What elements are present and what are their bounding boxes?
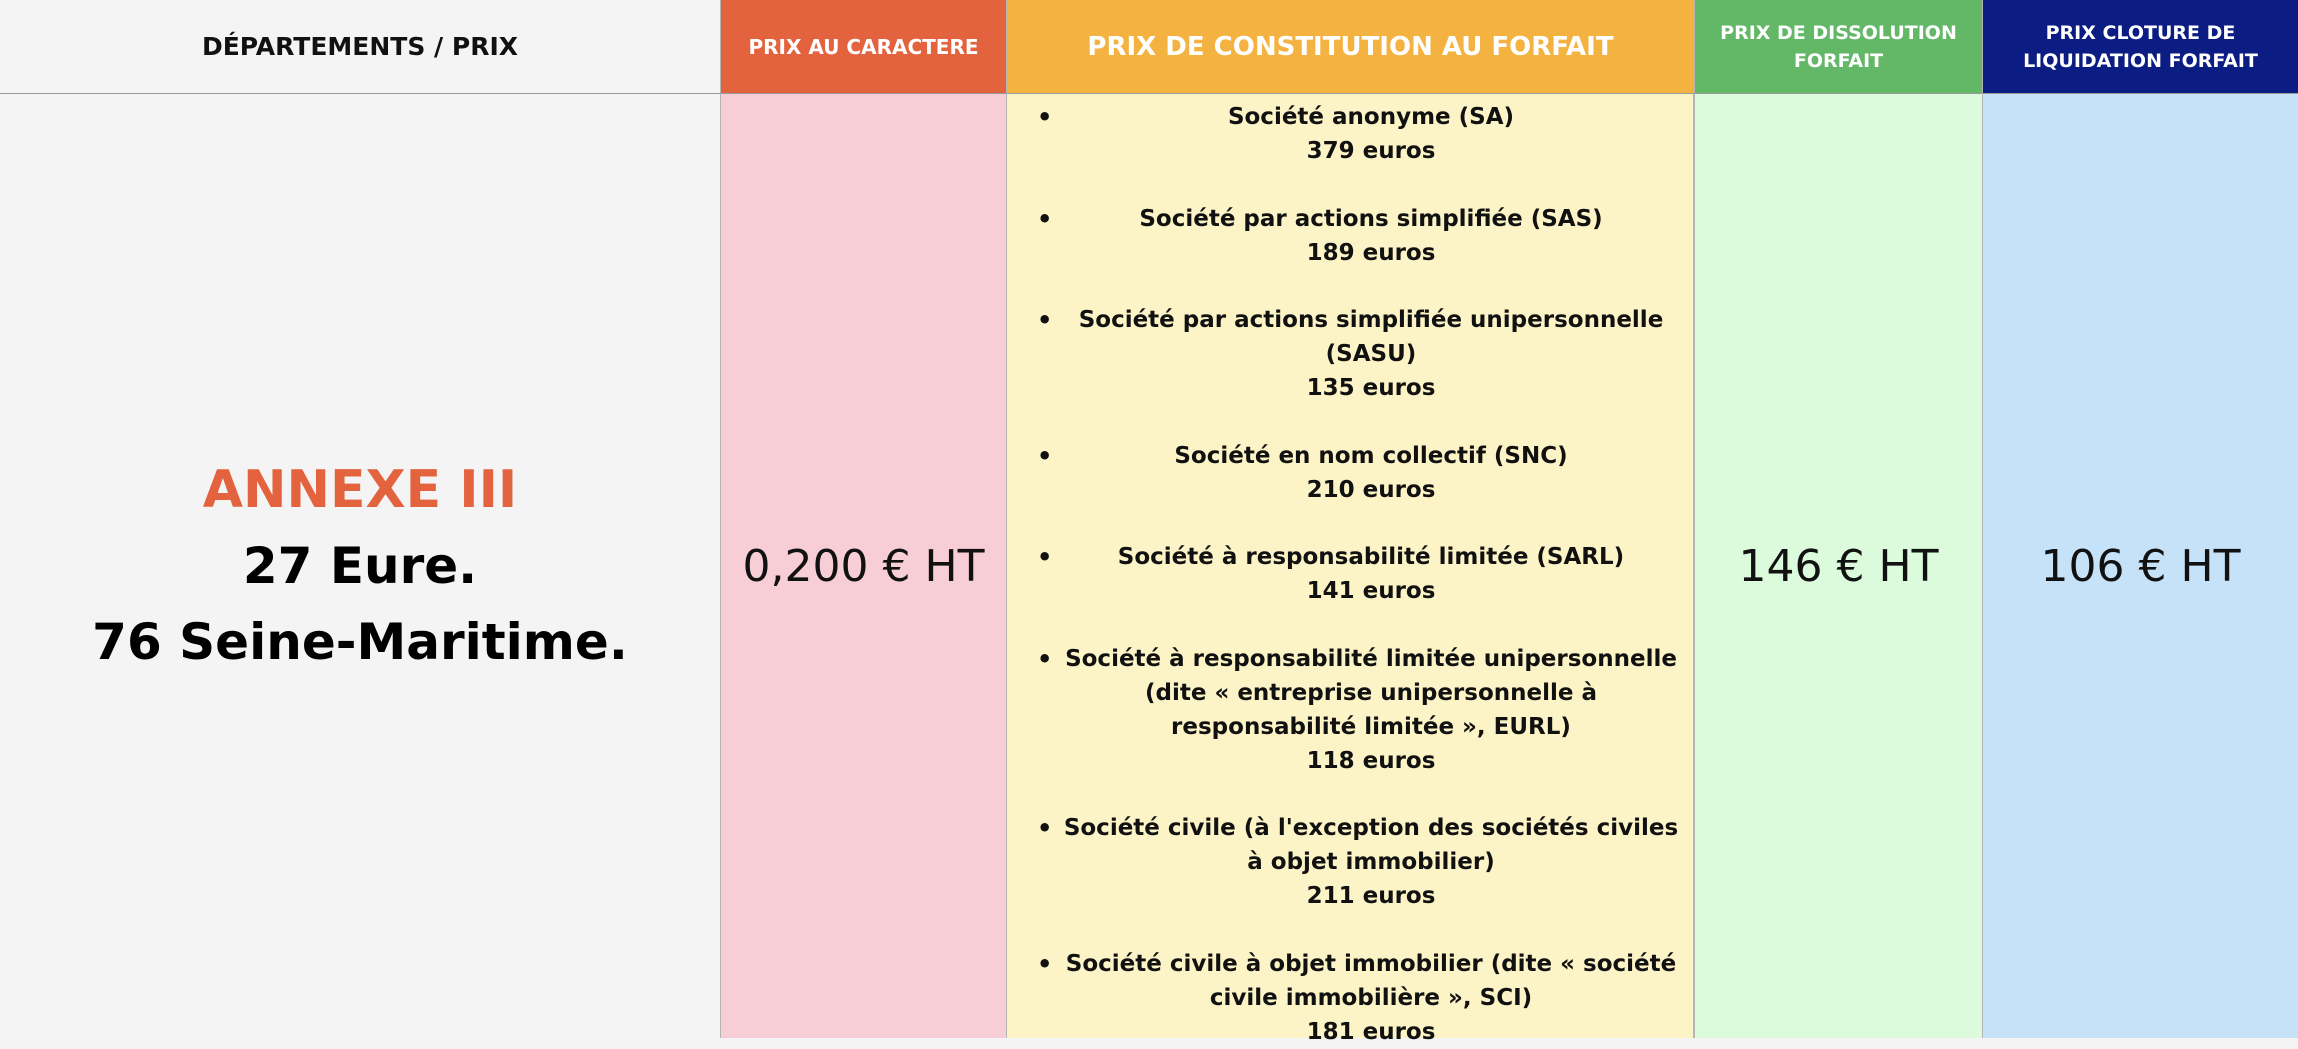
- list-item: [1055, 202, 1687, 270]
- list-item: [1055, 811, 1687, 913]
- constitution-cell: [1006, 94, 1694, 1045]
- company-price: 135 euros: [1306, 375, 1436, 401]
- company-price: 118 euros: [1306, 747, 1436, 774]
- company-type: • Société civile à objet immobilier (dite « société civile immobilière », SCI): [1065, 950, 1677, 1011]
- header-prix-dissolution: PRIX DE DISSOLUTION FORFAIT: [1694, 0, 1982, 94]
- company-type: • Société à responsabilité limitée unipersonnelle (dite « entreprise unipersonnelle à responsabilité limitée », EURL): [1065, 645, 1677, 740]
- company-type: • Société en nom collectif (SNC): [1174, 442, 1568, 469]
- company-type: • Société à responsabilité limitée (SARL): [1117, 544, 1625, 570]
- header-prix-constitution: PRIX DE CONSTITUTION AU FORFAIT: [1006, 0, 1694, 94]
- department-seine-maritime: 76 Seine-Maritime.: [92, 613, 628, 671]
- departements-cell: [0, 94, 720, 1038]
- prix-dissolution-cell: [1694, 94, 1982, 1038]
- list-item: [1055, 100, 1687, 168]
- company-price: 181 euros: [1306, 1018, 1436, 1045]
- company-price: 210 euros: [1306, 476, 1436, 503]
- company-type: • Société par actions simplifiée (SAS): [1139, 205, 1603, 232]
- company-type: • Société civile (à l'exception des sociétés civiles à objet immobilier): [1063, 815, 1679, 875]
- prix-cloture-value: 106 € HT: [2040, 540, 2241, 592]
- list-item: [1055, 439, 1687, 507]
- constitution-list: [1007, 100, 1687, 1049]
- company-price: 189 euros: [1306, 239, 1436, 266]
- company-price: 379 euros: [1306, 138, 1436, 164]
- list-item: [1055, 947, 1687, 1049]
- prix-caractere-value: 0,200 € HT: [742, 540, 985, 592]
- header-departements: DÉPARTEMENTS / PRIX: [0, 0, 720, 94]
- company-type: • Société anonyme (SA): [1227, 104, 1515, 130]
- prix-dissolution-value: 146 € HT: [1738, 540, 1939, 592]
- list-item: [1055, 540, 1687, 608]
- list-item: [1055, 642, 1687, 778]
- annexe-title: ANNEXE III: [202, 460, 518, 520]
- company-type: • Société par actions simplifiée unipersonnelle (SASU): [1078, 307, 1664, 367]
- prix-cloture-cell: [1982, 94, 2298, 1038]
- header-prix-cloture: PRIX CLOTURE DE LIQUIDATION FORFAIT: [1982, 0, 2298, 94]
- list-item: [1055, 303, 1687, 405]
- company-price: 211 euros: [1306, 883, 1436, 909]
- department-eure: 27 Eure.: [242, 537, 478, 595]
- prix-caractere-cell: [720, 94, 1006, 1038]
- company-price: 141 euros: [1306, 578, 1436, 604]
- header-prix-caractere: PRIX AU CARACTERE: [720, 0, 1006, 94]
